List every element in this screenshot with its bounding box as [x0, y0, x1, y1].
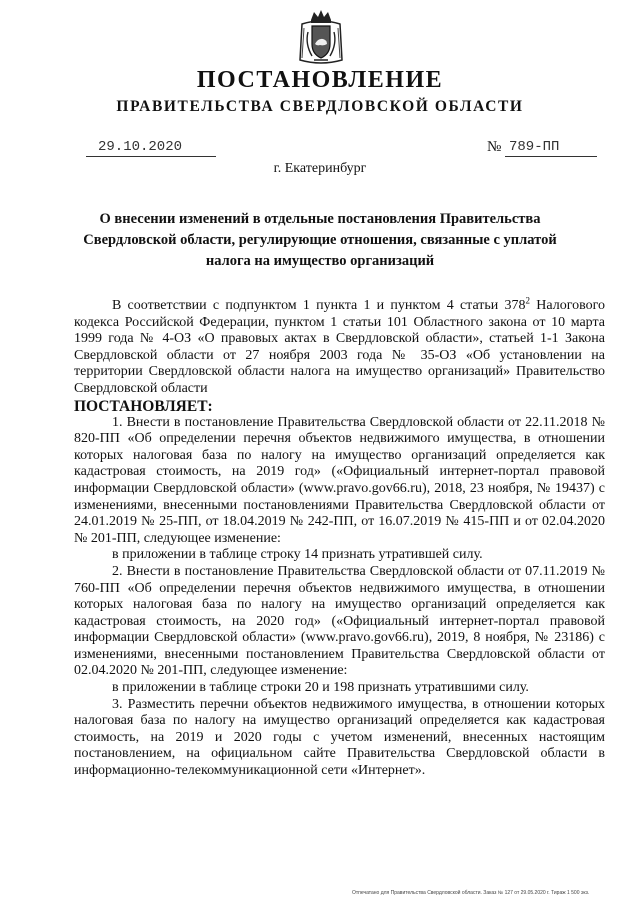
doc-type-title: ПОСТАНОВЛЕНИЕ [196, 67, 444, 93]
issuer-subtitle: ПРАВИТЕЛЬСТВА СВЕРДЛОВСКОЙ ОБЛАСТИ [116, 98, 524, 115]
resolves-heading: ПОСТАНОВЛЯЕТ: [74, 397, 213, 415]
document-date: 29.10.2020 [86, 139, 216, 157]
item-1-paragraph: 1. Внести в постановление Правительства Свердловской области от 22.11.2018 № 820-ПП «Об определении перечня объектов недвижимого имущества, в отношении которых налоговая база по налогу на имущество организаций определяется как кадастровая стоимость, на 2019 год» («Официальный интернет-портал правовой информации Свердловской области» (www.pravo.gov66.ru), 2018, 23 ноября, № 19437) с изменениями, внесенными постановлениями Правительства Свердловской области от 24.01.2019 № 25-ПП, от 18.04.2019 № 242-ПП, от 16.07.2019 № 415-ПП и от 02.04.2020 № 201-ПП, следующее изменение: [74, 414, 605, 546]
preamble-paragraph [74, 295, 605, 398]
item-2-paragraph: 2. Внести в постановление Правительства Свердловской области от 07.11.2019 № 760-ПП «Об определении перечня объектов недвижимого имущества, в отношении которых налоговая база по налогу на имущество организаций определяется как кадастровая стоимость, на 2020 год» («Официальный интернет-портал правовой информации Свердловской области» (www.pravo.gov66.ru), 2019, 8 ноября, № 23186) с изменениями, внесенными постановлением Правительства Свердловской области от 02.04.2020 № 201-ПП, следующее изменение: [74, 563, 605, 679]
document-body [74, 295, 605, 780]
coat-of-arms-icon [296, 8, 346, 66]
print-footer: Отпечатано для Правительства Свердловской области. Заказ № 127 от 29.05.2020 г. Тираж 1 500 экз. [352, 890, 590, 896]
item-3-paragraph: 3. Разместить перечни объектов недвижимого имущества, в отношении которых налоговая база по налогу на имущество организаций определяется как кадастровая стоимость, на 2019 и 2020 годы с учетом изменений, внесенных настоящим постановлением, на официальном сайте Правительства Свердловской области в информационно-телекоммуникационной сети «Интернет». [74, 696, 605, 779]
preamble-text: В соответствии с подпунктом 1 пункта 1 и пунктом 4 статьи 378 [112, 298, 526, 313]
document-number: 789-ПП [505, 139, 597, 157]
city: г. Екатеринбург [273, 161, 367, 176]
item-2-change: в приложении в таблице строки 20 и 198 признать утратившими силу. [112, 680, 529, 696]
preamble-superscript: 2 [525, 295, 531, 306]
number-sign: № [487, 139, 502, 155]
document-heading: О внесении изменений в отдельные постановления Правительства Свердловской области, регулирующие отношения, связанные с уплатой налога на имущество организаций [83, 211, 557, 269]
preamble-rest: Налогового кодекса Российской Федерации, пунктом 1 статьи 101 Областного закона от 10 марта 1999 года № 4-ОЗ «О правовых актах в Свердловской области», статьей 1-1 Закона Свердловской области от 27 ноября 2003 года № 35-ОЗ «Об установлении на территории Свердловской области налога на имущество организаций» Правительство Свердловской области [74, 298, 605, 396]
item-1-change: в приложении в таблице строку 14 признать утратившей силу. [112, 547, 483, 563]
